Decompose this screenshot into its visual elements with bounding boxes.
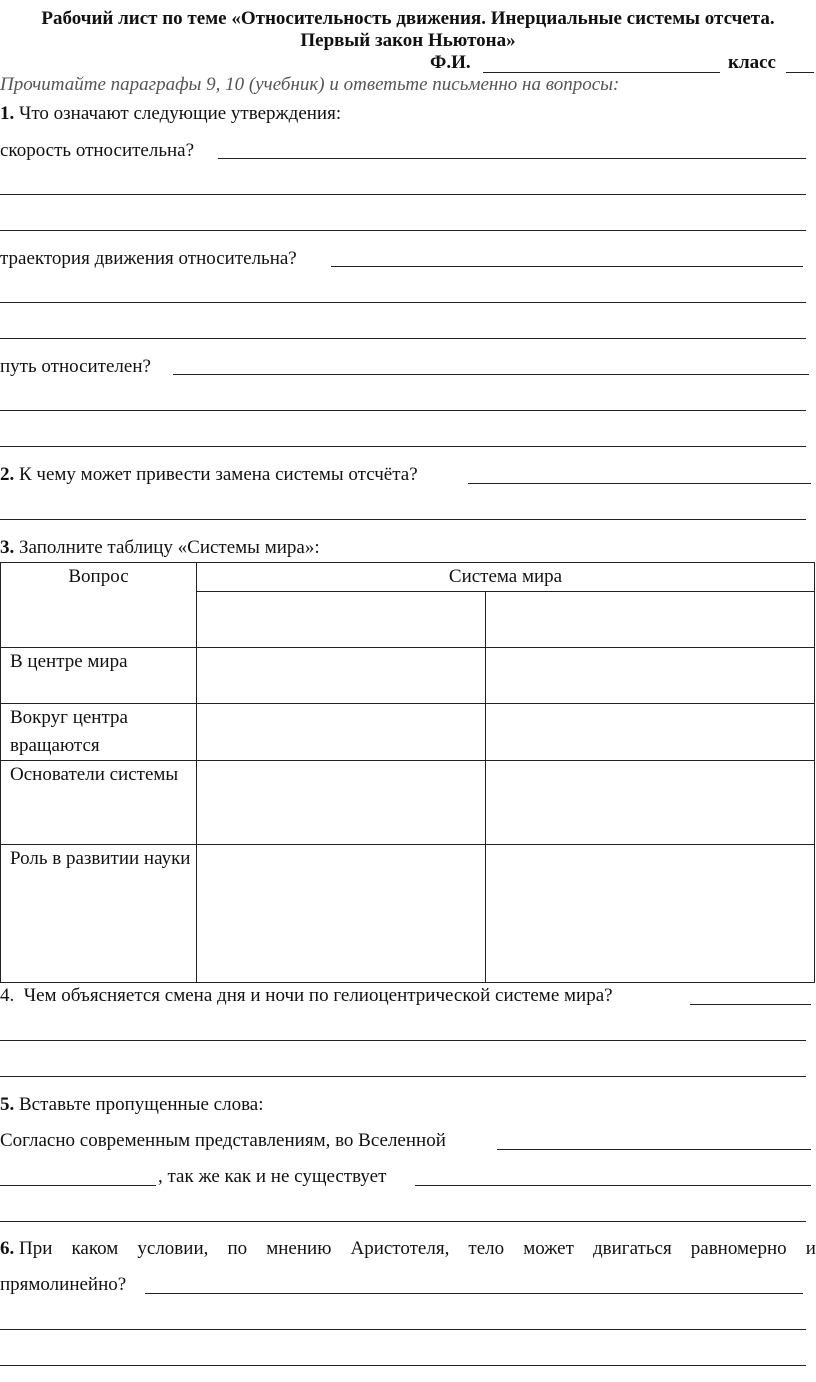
answer-line[interactable]	[468, 483, 811, 484]
q1-item-path: путь относителен?	[0, 356, 151, 377]
class-label: класс	[728, 52, 776, 73]
question-number: 5.	[0, 1094, 15, 1115]
question-2	[0, 464, 418, 486]
q6-word: каком	[71, 1238, 119, 1259]
question-text: Что означают следующие утверждения:	[19, 103, 342, 124]
table-cell[interactable]	[486, 648, 815, 704]
systems-table	[0, 562, 815, 983]
question-1	[0, 103, 341, 125]
question-text: Вставьте пропущенные слова:	[19, 1094, 264, 1115]
question-text: К чему может привести замена системы отсчёта?	[19, 464, 418, 485]
question-5	[0, 1094, 264, 1116]
question-number: 6.	[0, 1238, 15, 1259]
q6-word: и	[805, 1238, 816, 1259]
table-row-label: Роль в развитии науки	[1, 845, 197, 983]
answer-line[interactable]	[0, 519, 806, 520]
table-cell[interactable]	[197, 845, 486, 983]
fio-label: Ф.И.	[430, 52, 471, 73]
q1-item-speed: скорость относительна?	[0, 140, 195, 161]
answer-line[interactable]	[331, 266, 803, 267]
answer-line[interactable]	[173, 374, 809, 375]
question-number: 2.	[0, 464, 15, 485]
worksheet-title-line1: Рабочий лист по теме «Относительность движения. Инерциальные системы отсчета.	[41, 8, 775, 29]
answer-line[interactable]	[0, 338, 806, 339]
table-cell[interactable]	[486, 704, 815, 761]
instruction-text: Прочитайте параграфы 9, 10 (учебник) и ответьте письменно на вопросы:	[0, 74, 620, 95]
table-cell[interactable]	[486, 845, 815, 983]
answer-line[interactable]	[0, 1329, 806, 1330]
answer-line[interactable]	[0, 194, 806, 195]
blank-field[interactable]	[415, 1185, 811, 1186]
q6-word: мнению	[266, 1238, 332, 1259]
question-6-lead	[0, 1238, 52, 1260]
question-number: 1.	[0, 103, 15, 124]
answer-line[interactable]	[0, 1221, 806, 1222]
q6-word: может	[523, 1238, 574, 1259]
q5-sentence-2: , так же как и не существует	[158, 1166, 387, 1187]
answer-line[interactable]	[145, 1293, 803, 1294]
question-number: 4.	[0, 985, 15, 1006]
answer-line[interactable]	[0, 230, 806, 231]
q6-word: При	[19, 1238, 53, 1259]
question-3	[0, 537, 320, 559]
q1-item-trajectory: траектория движения относительна?	[0, 248, 297, 269]
table-cell-system-2[interactable]	[486, 592, 815, 648]
table-cell[interactable]	[197, 761, 486, 845]
question-6	[0, 1238, 816, 1260]
table-cell[interactable]	[486, 761, 815, 845]
table-header-question: Вопрос	[1, 563, 197, 648]
answer-line[interactable]	[690, 1004, 811, 1005]
q6-word: равномерно	[690, 1238, 787, 1259]
table-cell[interactable]	[197, 704, 486, 761]
class-field[interactable]	[786, 72, 814, 73]
q6-word: тело	[468, 1238, 505, 1259]
question-text: Чем объясняется смена дня и ночи по гелиоцентрической системе мира?	[23, 985, 613, 1006]
answer-line[interactable]	[0, 1040, 806, 1041]
answer-line[interactable]	[0, 1076, 806, 1077]
table-row-label: В центре мира	[1, 648, 197, 704]
table-header-system: Система мира	[197, 563, 815, 592]
q5-sentence-1: Согласно современным представлениям, во Вселенной	[0, 1130, 446, 1151]
blank-field[interactable]	[0, 1185, 156, 1186]
q6-word: по	[227, 1238, 248, 1259]
question-number: 3.	[0, 537, 15, 558]
question-4	[0, 985, 613, 1007]
question-text: Заполните таблицу «Системы мира»:	[19, 537, 320, 558]
answer-line[interactable]	[0, 410, 806, 411]
worksheet-title-line2: Первый закон Ньютона»	[300, 30, 516, 51]
answer-line[interactable]	[0, 302, 806, 303]
answer-line[interactable]	[0, 446, 806, 447]
q6-word: Аристотеля,	[350, 1238, 450, 1259]
table-cell-system-1[interactable]	[197, 592, 486, 648]
fio-field[interactable]	[483, 72, 720, 73]
answer-line[interactable]	[0, 1365, 806, 1366]
table-row-label: Основатели системы	[1, 761, 197, 845]
q6-word: условии,	[137, 1238, 209, 1259]
table-cell[interactable]	[197, 648, 486, 704]
answer-line[interactable]	[218, 158, 806, 159]
q6-line-2: прямолинейно?	[0, 1274, 127, 1295]
table-row-label: Вокруг центра вращаются	[1, 704, 197, 761]
q6-word: двигаться	[593, 1238, 672, 1259]
blank-field[interactable]	[497, 1149, 811, 1150]
